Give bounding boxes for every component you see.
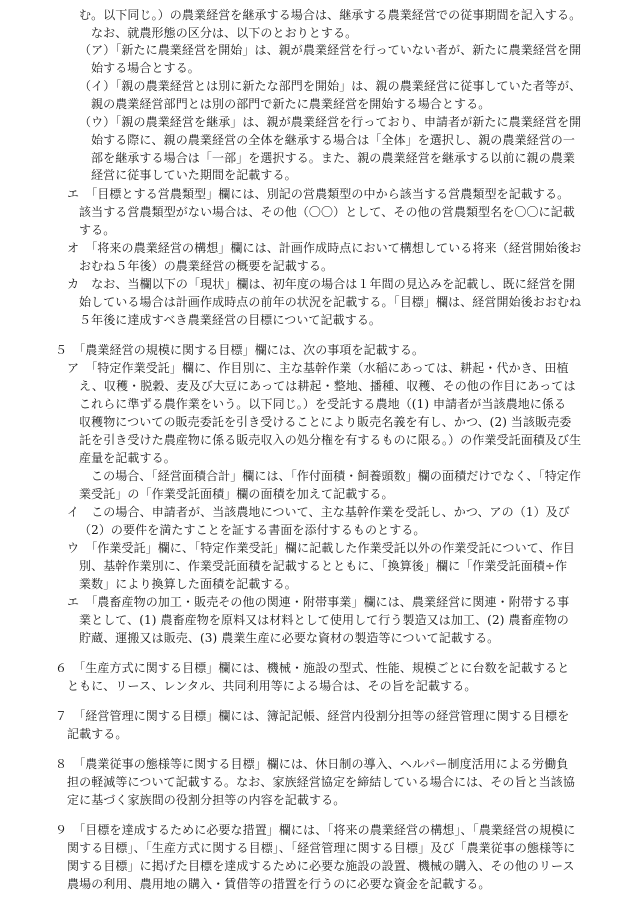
text-line: おむね５年後）の農業経営の概要を記載する。	[79, 259, 334, 273]
section-heading: ９ 「目標を達成するために必要な措置」欄には、「将来の農業経営の構想」、「農業経営の規模に	[55, 823, 576, 837]
text-line: 始する際に、親の農業経営の全体を継承する場合は「全体」を選択し、親の農業経営の一	[91, 133, 576, 147]
text-line: オ 「将来の農業経営の構想」欄には、計画作成時点において構想している将来（経営開始後お	[67, 241, 582, 255]
text-line: （ウ）「親の農業経営を継承」は、親が農業経営を行っており、申請者が新たに農業経営を開	[79, 115, 582, 129]
text-line: ア 「特定作業受託」欄に、作目別に、主な基幹作業（水稲にあっては、耕起・代かき、田植	[67, 361, 569, 375]
text-line: 業として、(1) 農畜産物を原料又は材料として使用して行う製造又は加工、(2) 農畜産物の	[79, 613, 569, 627]
text-line: 経営に従事していた期間を記載する。	[91, 168, 297, 182]
text-line: 農場の利用、農用地の購入・賃借等の措置を行うのに必要な資金を記載する。	[67, 877, 491, 891]
text-line: ５年後に達成すべき農業経営の目標について記載する。	[79, 313, 382, 327]
text-line: （2）の要件を満たすことを証する書面を添付するものとする。	[79, 523, 426, 537]
text-line: エ 「農畜産物の加工・販売その他の関連・附帯事業」欄には、農業経営に関連・附帯する事	[67, 595, 570, 609]
text-line: 該当する営農類型がない場合は、その他（〇〇）として、その他の営農類型名を〇〇に記載	[79, 205, 575, 219]
text-line: 関する目標」に掲げた目標を達成するために必要な施設の設置、機械の購入、その他のリース	[67, 859, 575, 873]
text-line: する。	[79, 223, 116, 237]
text-line: 業受託」の「作業受託面積」欄の面積を加えて記載する。	[79, 487, 394, 501]
text-line: 親の農業経営部門とは別の部門で新たに農業経営を開始する場合とする。	[91, 97, 491, 111]
text-line: 始している場合は計画作成時点の前年の状況を記載する。「目標」欄は、経営開始後おおむね	[79, 295, 582, 309]
text-line: エ 「目標とする営農類型」欄には、別記の営農類型の中から該当する営農類型を記載する。	[67, 187, 570, 201]
section-heading: ６ 「生産方式に関する目標」欄には、機械・施設の型式、性能、規模ごとに台数を記載すると	[55, 661, 570, 675]
text-line: この場合、「経営面積合計」欄には、「作付面積・飼養頭数」欄の面積だけでなく、「特定作	[91, 469, 581, 483]
text-line: カ なお、当欄以下の「現状」欄は、初年度の場合は１年間の見込みを記載し、既に経営を開	[67, 277, 576, 291]
text-line: 関する目標」、「生産方式に関する目標」、「経営管理に関する目標」及び「農業従事の態様等に	[67, 841, 576, 855]
text-line: 別、基幹作業別に、作業受託面積を記載するとともに、「換算後」欄に「作業受託面積÷作	[79, 559, 568, 573]
text-line: ともに、リース、レンタル、共同利用等による場合は、その旨を記載する。	[67, 679, 477, 693]
text-line: なお、就農形態の区分は、以下のとおりとする。	[91, 26, 358, 40]
text-line: 託を引き受けた農産物に係る販売収入の処分権を有するものに限る。）の作業受託面積及び生	[79, 433, 582, 447]
text-line: 担の軽減等について記載する。なお、家族経営協定を締結している場合には、その旨と当該協	[67, 775, 575, 789]
text-line: え、収穫・脱穀、麦及び大豆にあっては耕起・整地、播種、収穫、その他の作目にあっては	[79, 379, 576, 393]
section-heading: ７ 「経営管理に関する目標」欄には、簿記記帳、経営内役割分担等の経営管理に関する目標を	[55, 709, 570, 723]
text-line: ウ 「作業受託」欄に、「特定作業受託」欄に記載した作業受託以外の作業受託について、作目	[67, 541, 575, 555]
text-line: （ア）「新たに農業経営を開始」は、親が農業経営を行っていない者が、新たに農業経営を開	[79, 43, 582, 57]
text-line: む。以下同じ。）の農業経営を継承する場合は、継承する農業経営での従事期間を記入する。	[79, 8, 582, 22]
text-line: 定に基づく家族間の役割分担等の内容を記載する。	[67, 793, 346, 807]
text-line: 産量を記載する。	[79, 451, 176, 465]
text-line: 部を継承する場合は「一部」を選択する。また、親の農業経営を継承する以前に親の農業	[91, 151, 576, 165]
text-line: 収穫物についての販売委託を引き受けることにより販売名義を有し、かつ、(2) 当該販売委	[79, 415, 572, 429]
section-heading: ８ 「農業従事の態様等に関する目標」欄には、休日制の導入、ヘルパー制度活用による労働負	[55, 757, 569, 771]
text-line: （イ）「親の農業経営とは別に新たな部門を開始」は、親の農業経営に従事していた者等が、	[79, 79, 582, 93]
section-heading: ５ 「農業経営の規模に関する目標」欄には、次の事項を記載する。	[55, 343, 425, 357]
text-line: 始する場合とする。	[91, 61, 200, 75]
text-line: イ この場合、申請者が、当該農地について、主な基幹作業を受託し、かつ、アの（1）及び	[67, 505, 570, 519]
text-line: 貯蔵、運搬又は販売、(3) 農業生産に必要な資材の製造等について記載する。	[79, 631, 500, 645]
text-line: これらに準ずる農作業をいう。以下同じ。）を受託する農地（(1) 申請者が当該農地に係る	[79, 397, 567, 411]
text-line: 業数」により換算した面積を記載する。	[79, 577, 297, 591]
text-line: 記載する。	[67, 727, 128, 741]
